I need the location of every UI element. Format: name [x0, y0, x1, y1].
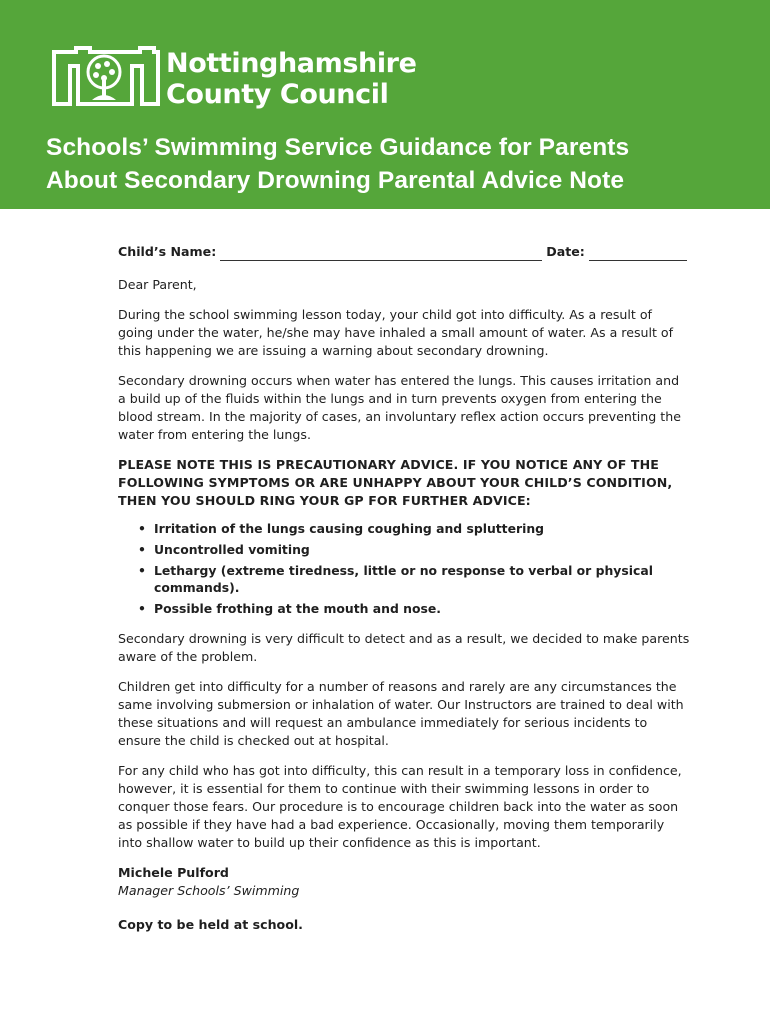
- date-field[interactable]: [589, 247, 687, 261]
- form-fields-row: [118, 243, 690, 261]
- symptom-text: Lethargy (extreme tiredness, little or no response to verbal or physical commands).: [154, 563, 653, 595]
- paragraph-detection: Secondary drowning is very difficult to detect and as a result, we decided to make parents aware of the problem.: [118, 631, 690, 664]
- symptom-text: Uncontrolled vomiting: [154, 542, 310, 557]
- document-title: [46, 131, 629, 197]
- paragraph-confidence: For any child who has got into difficulty, this can result in a temporary loss in confidence, however, it is essential for them to continue with their swimming lessons in order to conquer those fears. Our procedure is to encourage children back into the water as soon as possible if they have had a bad experience. Occasionally, moving them temporarily into shallow water to build up their confidence as this is important.: [118, 763, 682, 850]
- symptom-text: Irritation of the lungs causing coughing and spluttering: [154, 521, 545, 536]
- date-label: Date:: [546, 244, 585, 259]
- child-name-field[interactable]: [220, 247, 542, 261]
- paragraph-definition: Secondary drowning occurs when water has entered the lungs. This causes irritation and a build up of the fluids within the lungs and in turn prevents oxygen from entering the blood stream. In the majority of cases, an involuntary reflex action occurs preventing the water from entering the lungs.: [118, 373, 681, 442]
- symptom-list: [118, 520, 690, 617]
- title-line1: Schools’ Swimming Service Guidance for Parents: [46, 134, 630, 161]
- header-banner: [0, 0, 770, 209]
- copy-note: Copy to be held at school.: [118, 917, 303, 932]
- precaution-warning: PLEASE NOTE THIS IS PRECAUTIONARY ADVICE. IF YOU NOTICE ANY OF THE FOLLOWING SYMPTOMS OR ARE UNHAPPY ABOUT YOUR CHILD’S CONDITION, THEN YOU SHOULD RING YOUR GP FOR FURTHER ADVICE:: [118, 457, 673, 508]
- list-item: [138, 541, 690, 558]
- organisation-name: [166, 48, 417, 110]
- signatory-name: Michele Pulford: [118, 865, 229, 880]
- signatory-title: Manager Schools’ Swimming: [118, 883, 300, 898]
- symptom-text: Possible frothing at the mouth and nose.: [154, 601, 441, 616]
- tree-logo-icon: [52, 46, 160, 108]
- bullet-icon: •: [138, 542, 146, 557]
- salutation: Dear Parent,: [118, 277, 197, 292]
- org-name-line2: County Council: [166, 79, 389, 110]
- letter-body: [118, 243, 690, 934]
- title-line2: About Secondary Drowning Parental Advice Note: [46, 167, 625, 194]
- org-name-line1: Nottinghamshire: [166, 48, 417, 79]
- list-item: [138, 562, 690, 596]
- bullet-icon: •: [138, 521, 146, 536]
- paragraph-instructors: Children get into difficulty for a number of reasons and rarely are any circumstances the same involving submersion or inhalation of water. Our Instructors are trained to deal with these situations and will request an ambulance immediately for serious incidents to ensure the child is checked out at hospital.: [118, 679, 684, 748]
- list-item: [138, 520, 690, 537]
- paragraph-incident: During the school swimming lesson today, your child got into difficulty. As a result of going under the water, he/she may have inhaled a small amount of water. As a result of this happening we are issuing a warning about secondary drowning.: [118, 307, 674, 358]
- bullet-icon: •: [138, 601, 146, 616]
- child-name-label: Child’s Name:: [118, 244, 217, 259]
- bullet-icon: •: [138, 563, 146, 578]
- list-item: [138, 600, 690, 617]
